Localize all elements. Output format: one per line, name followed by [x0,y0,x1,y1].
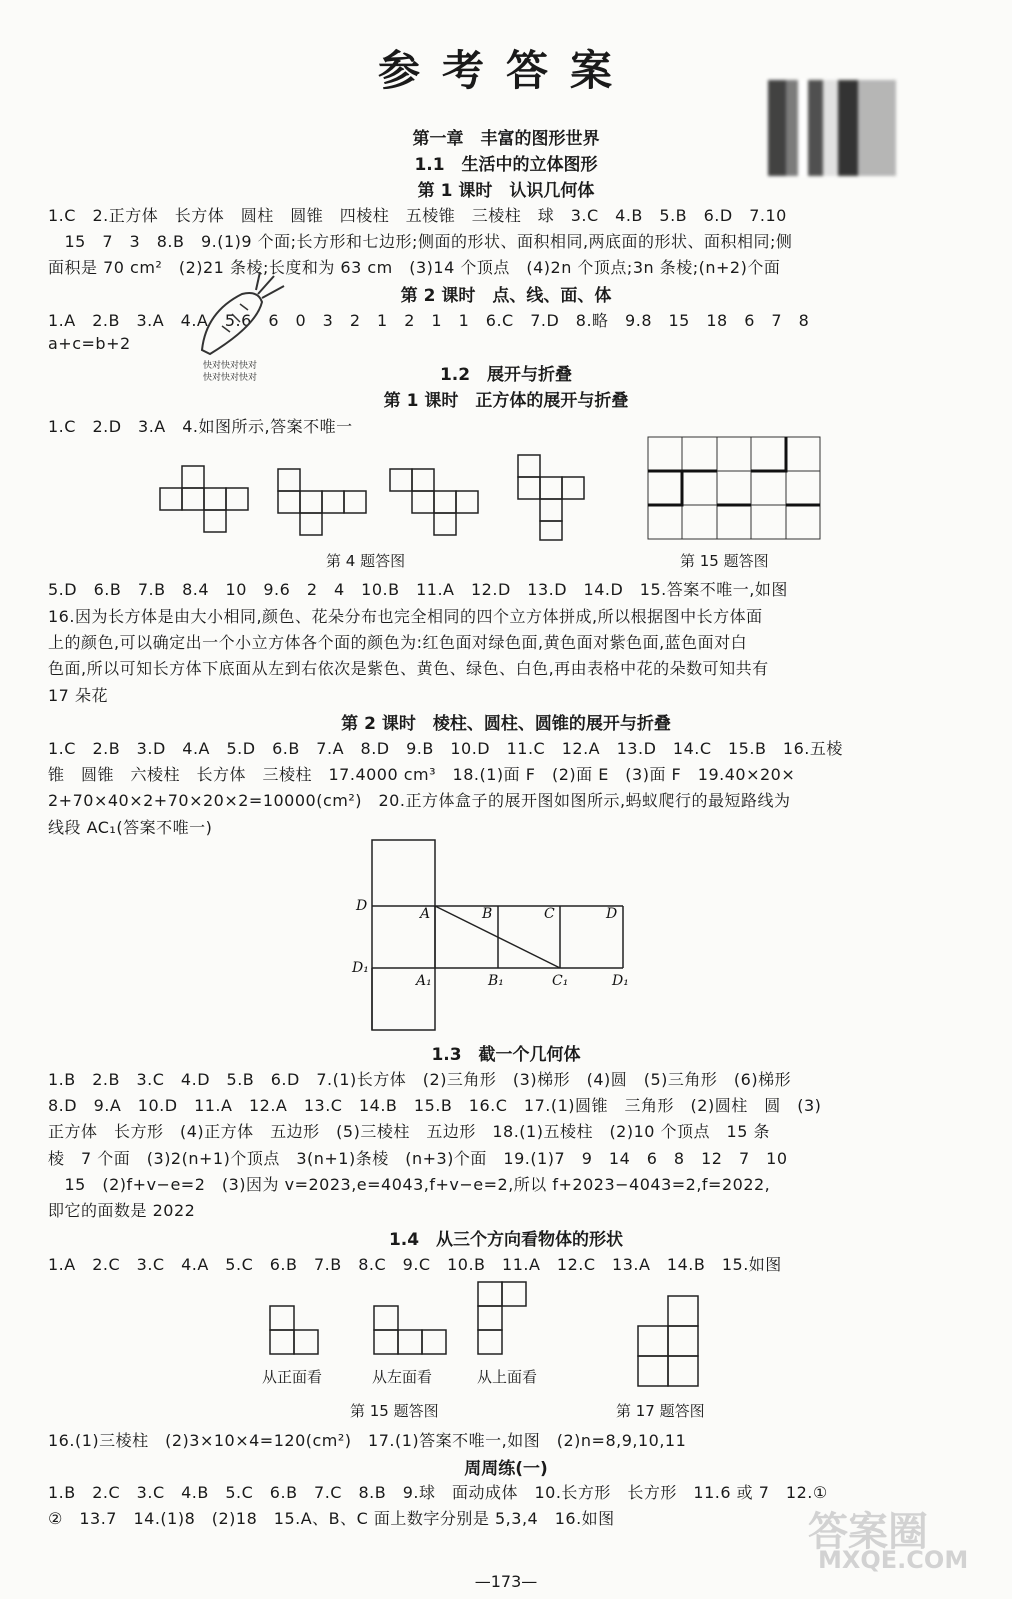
figure-caption: 第 4 题答图 [326,552,406,570]
lesson-heading: 第 1 课时 正方体的展开与折叠 [383,391,629,411]
net-label: D₁ [612,973,629,989]
carrot-logo [196,272,288,362]
figure-caption: 第 15 题答图 [680,552,769,570]
lesson-heading: 第 2 课时 点、线、面、体 [400,286,612,306]
answer-line: 15 7 3 8.B 9.(1)9 个面;长方形和七边形;侧面的形状、面积相同,两底面的形状、面积相同;侧 [48,232,793,251]
view-label-left: 从左面看 [372,1368,433,1386]
watermark-logo: 答案圈 [808,1509,928,1555]
lesson-heading: 第 2 课时 棱柱、圆柱、圆锥的展开与折叠 [341,714,671,734]
net-label: D [356,898,368,914]
answer-line: 16.因为长方体是由大小相同,颜色、花朵分布也完全相同的四个立方体拼成,所以根据图中长方体面 [48,607,763,626]
view-label-top: 从上面看 [477,1368,538,1386]
answer-line: ② 13.7 14.(1)8 (2)18 15.A、B、C 面上数字分别是 5,3,4 16.如图 [48,1509,615,1528]
net-label: A [420,906,431,922]
page-title: 参考答案 [377,46,634,95]
answer-line: 16.(1)三棱柱 (2)3×10×4=120(cm²) 17.(1)答案不唯一,如图 (2)n=8,9,10,11 [48,1431,687,1450]
answer-line: 即它的面数是 2022 [48,1201,196,1220]
answer-line: 色面,所以可知长方体下底面从左到右依次是紫色、黄色、绿色、白色,再由表格中花的朵数可知共有 [48,659,769,678]
box-net-figure [350,840,640,1035]
net-label: C₁ [552,973,569,989]
answer-line: 1.C 2.D 3.A 4.如图所示,答案不唯一 [48,417,353,436]
section-heading: 1.1 生活中的立体图形 [414,155,598,175]
answer-line: 2+70×40×2+70×20×2=10000(cm²) 20.正方体盒子的展开图如图所示,蚂蚁爬行的最短路线为 [48,791,791,810]
net-label: A₁ [416,973,432,989]
net-label: B [482,906,493,922]
section-heading: 1.3 截一个几何体 [431,1045,581,1065]
answer-line: a+c=b+2 [48,334,131,353]
answer-line: 8.D 9.A 10.D 11.A 12.A 13.C 14.B 15.B 16.C 17.(1)圆锥 三角形 (2)圆柱 圆 (3) [48,1096,822,1115]
section-heading: 1.2 展开与折叠 [439,365,573,385]
cube-nets-figure [160,455,620,540]
carrot-caption: 快对快对快对 快对快对快对 [203,361,258,383]
answer-line: 上的颜色,可以确定出一个小立方体各个面的颜色为:红色面对绿色面,黄色面对紫色面,蓝色面对白 [48,633,748,652]
answer-line: 5.D 6.B 7.B 8.4 10 9.6 2 4 10.B 11.A 12.D 13.D 14.D 15.答案不唯一,如图 [48,580,788,599]
chapter-heading: 第一章 丰富的图形世界 [412,129,600,149]
watermark-url: MXQE.COM [818,1546,969,1574]
answer-line: 正方体 长方形 (4)正方体 五边形 (5)三棱柱 五边形 18.(1)五棱柱 (2)10 个顶点 15 条 [48,1122,770,1141]
answer-line: 线段 AC₁(答案不唯一) [48,818,213,837]
answer-line: 面积是 70 cm² (2)21 条棱;长度和为 63 cm (3)14 个顶点 (4)2n 个顶点;3n 条棱;(n+2)个面 [48,258,781,277]
three-views-figure [268,1280,558,1360]
answer-line: 1.B 2.B 3.C 4.D 5.B 6.D 7.(1)长方体 (2)三角形 (3)梯形 (4)圆 (5)三角形 (6)梯形 [48,1070,792,1089]
view-label-front: 从正面看 [262,1368,323,1386]
net-label: B₁ [488,973,504,989]
answer-line: 锥 圆锥 六棱柱 长方体 三棱柱 17.4000 cm³ 18.(1)面 F (2)面 E (3)面 F 19.40×20× [48,765,796,784]
answer-line: 棱 7 个面 (3)2(n+1)个顶点 3(n+1)条棱 (n+3)个面 19.(1)7 9 14 6 8 12 7 10 [48,1149,788,1168]
lesson-heading: 第 1 课时 认识几何体 [417,181,595,201]
answer-line: 1.B 2.C 3.C 4.B 5.C 6.B 7.C 8.B 9.球 面动成体 10.长方形 长方形 11.6 或 7 12.① [48,1483,828,1502]
grid-figure-15 [648,437,823,542]
section-heading: 周周练(一) [464,1459,548,1479]
answer-line: 1.A 2.C 3.C 4.A 5.C 6.B 7.B 8.C 9.C 10.B 11.A 12.C 13.A 14.B 15.如图 [48,1255,782,1274]
answer-line: 1.C 2.B 3.D 4.A 5.D 6.B 7.A 8.D 9.B 10.D 11.C 12.A 13.D 14.C 15.B 16.五棱 [48,739,843,758]
net-label: C [544,906,555,922]
net-label: D [606,906,618,922]
answer-line: 1.A 2.B 3.A 4.A 5.6 6 0 3 2 1 2 1 1 6.C 7.D 8.略 9.8 15 18 6 7 8 [48,311,810,330]
section-heading: 1.4 从三个方向看物体的形状 [388,1230,624,1250]
answer-line: 1.C 2.正方体 长方体 圆柱 圆锥 四棱柱 五棱锥 三棱柱 球 3.C 4.B 5.B 6.D 7.10 [48,206,787,225]
figure-caption: 第 15 题答图 [350,1402,439,1420]
page-number: —173— [474,1572,538,1591]
answer-line: 15 (2)f+v−e=2 (3)因为 v=2023,e=4043,f+v−e=2,所以 f+2023−4043=2,f=2022, [48,1175,771,1194]
net-label: D₁ [352,960,369,976]
figure-17 [638,1294,703,1389]
answer-line: 17 朵花 [48,686,108,705]
figure-caption: 第 17 题答图 [616,1402,705,1420]
